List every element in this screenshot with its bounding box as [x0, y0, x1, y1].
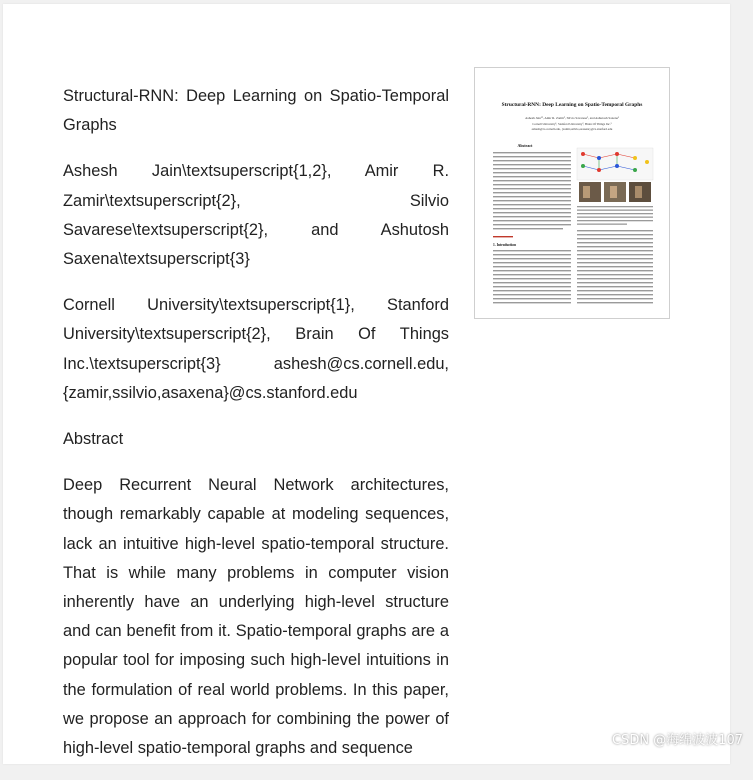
paper-page-thumbnail — [474, 67, 670, 319]
document-page — [3, 4, 730, 764]
thumbnail-abstract-heading: Abstract — [517, 143, 533, 148]
abstract-heading: Abstract — [63, 430, 124, 449]
paper-page-thumbnail-image — [475, 68, 669, 318]
document-body — [63, 82, 449, 780]
thumbnail-abstract-lines — [493, 152, 571, 237]
thumbnail-title: Structural-RNN: Deep Learning on Spatio-Temporal Graphs — [501, 102, 643, 108]
thumbnail-affiliations: Cornell University¹, Stanford University², Brain Of Things Inc.³ — [532, 122, 612, 126]
thumbnail-intro-heading: 1. Introduction — [493, 243, 517, 247]
thumbnail-intro-lines — [493, 250, 571, 303]
abstract-text: Deep Recurrent Neural Network architectures, though remarkably capable at modeling sequences, lack an intuitive high-level spatio-temporal structure. That is while many problems in computer vision inherently have an underlying high-level structure and can benefit from it. Spatio-temporal graphs are a popular tool for imposing such high-level intuitions in the formulation of real world problems. In this paper, we propose an approach for combining the power of high-level spatio-temporal graphs and sequence — [63, 476, 449, 758]
watermark: CSDN @海绵波波107 — [611, 733, 743, 748]
thumbnail-figure — [577, 148, 653, 202]
paper-authors: Ashesh Jain\textsuperscript{1,2}, Amir R. Zamir\textsuperscript{2}, Silvio Savarese\textsuperscript{2}, and Ashutosh Saxena\textsuperscript{3} — [63, 162, 449, 269]
thumbnail-right-column-lines — [577, 230, 653, 303]
thumbnail-authors: Ashesh Jain¹², Amir R. Zamir², Silvio Savarese², and Ashutosh Saxena³ — [525, 116, 619, 120]
paper-title: Structural-RNN: Deep Learning on Spatio-Temporal Graphs — [63, 87, 449, 135]
paper-affiliations: Cornell University\textsuperscript{1}, Stanford University\textsuperscript{2}, Brain Of Things Inc.\textsuperscript{3} ashesh@cs.cornell.edu, {zamir,ssilvio,asaxena}@cs.stanford.edu — [63, 296, 449, 402]
thumbnail-caption-lines — [577, 206, 653, 225]
thumbnail-emails: ashesh@cs.cornell.edu, {zamir,ssilvio,asaxena}@cs.stanford.edu — [531, 127, 613, 131]
